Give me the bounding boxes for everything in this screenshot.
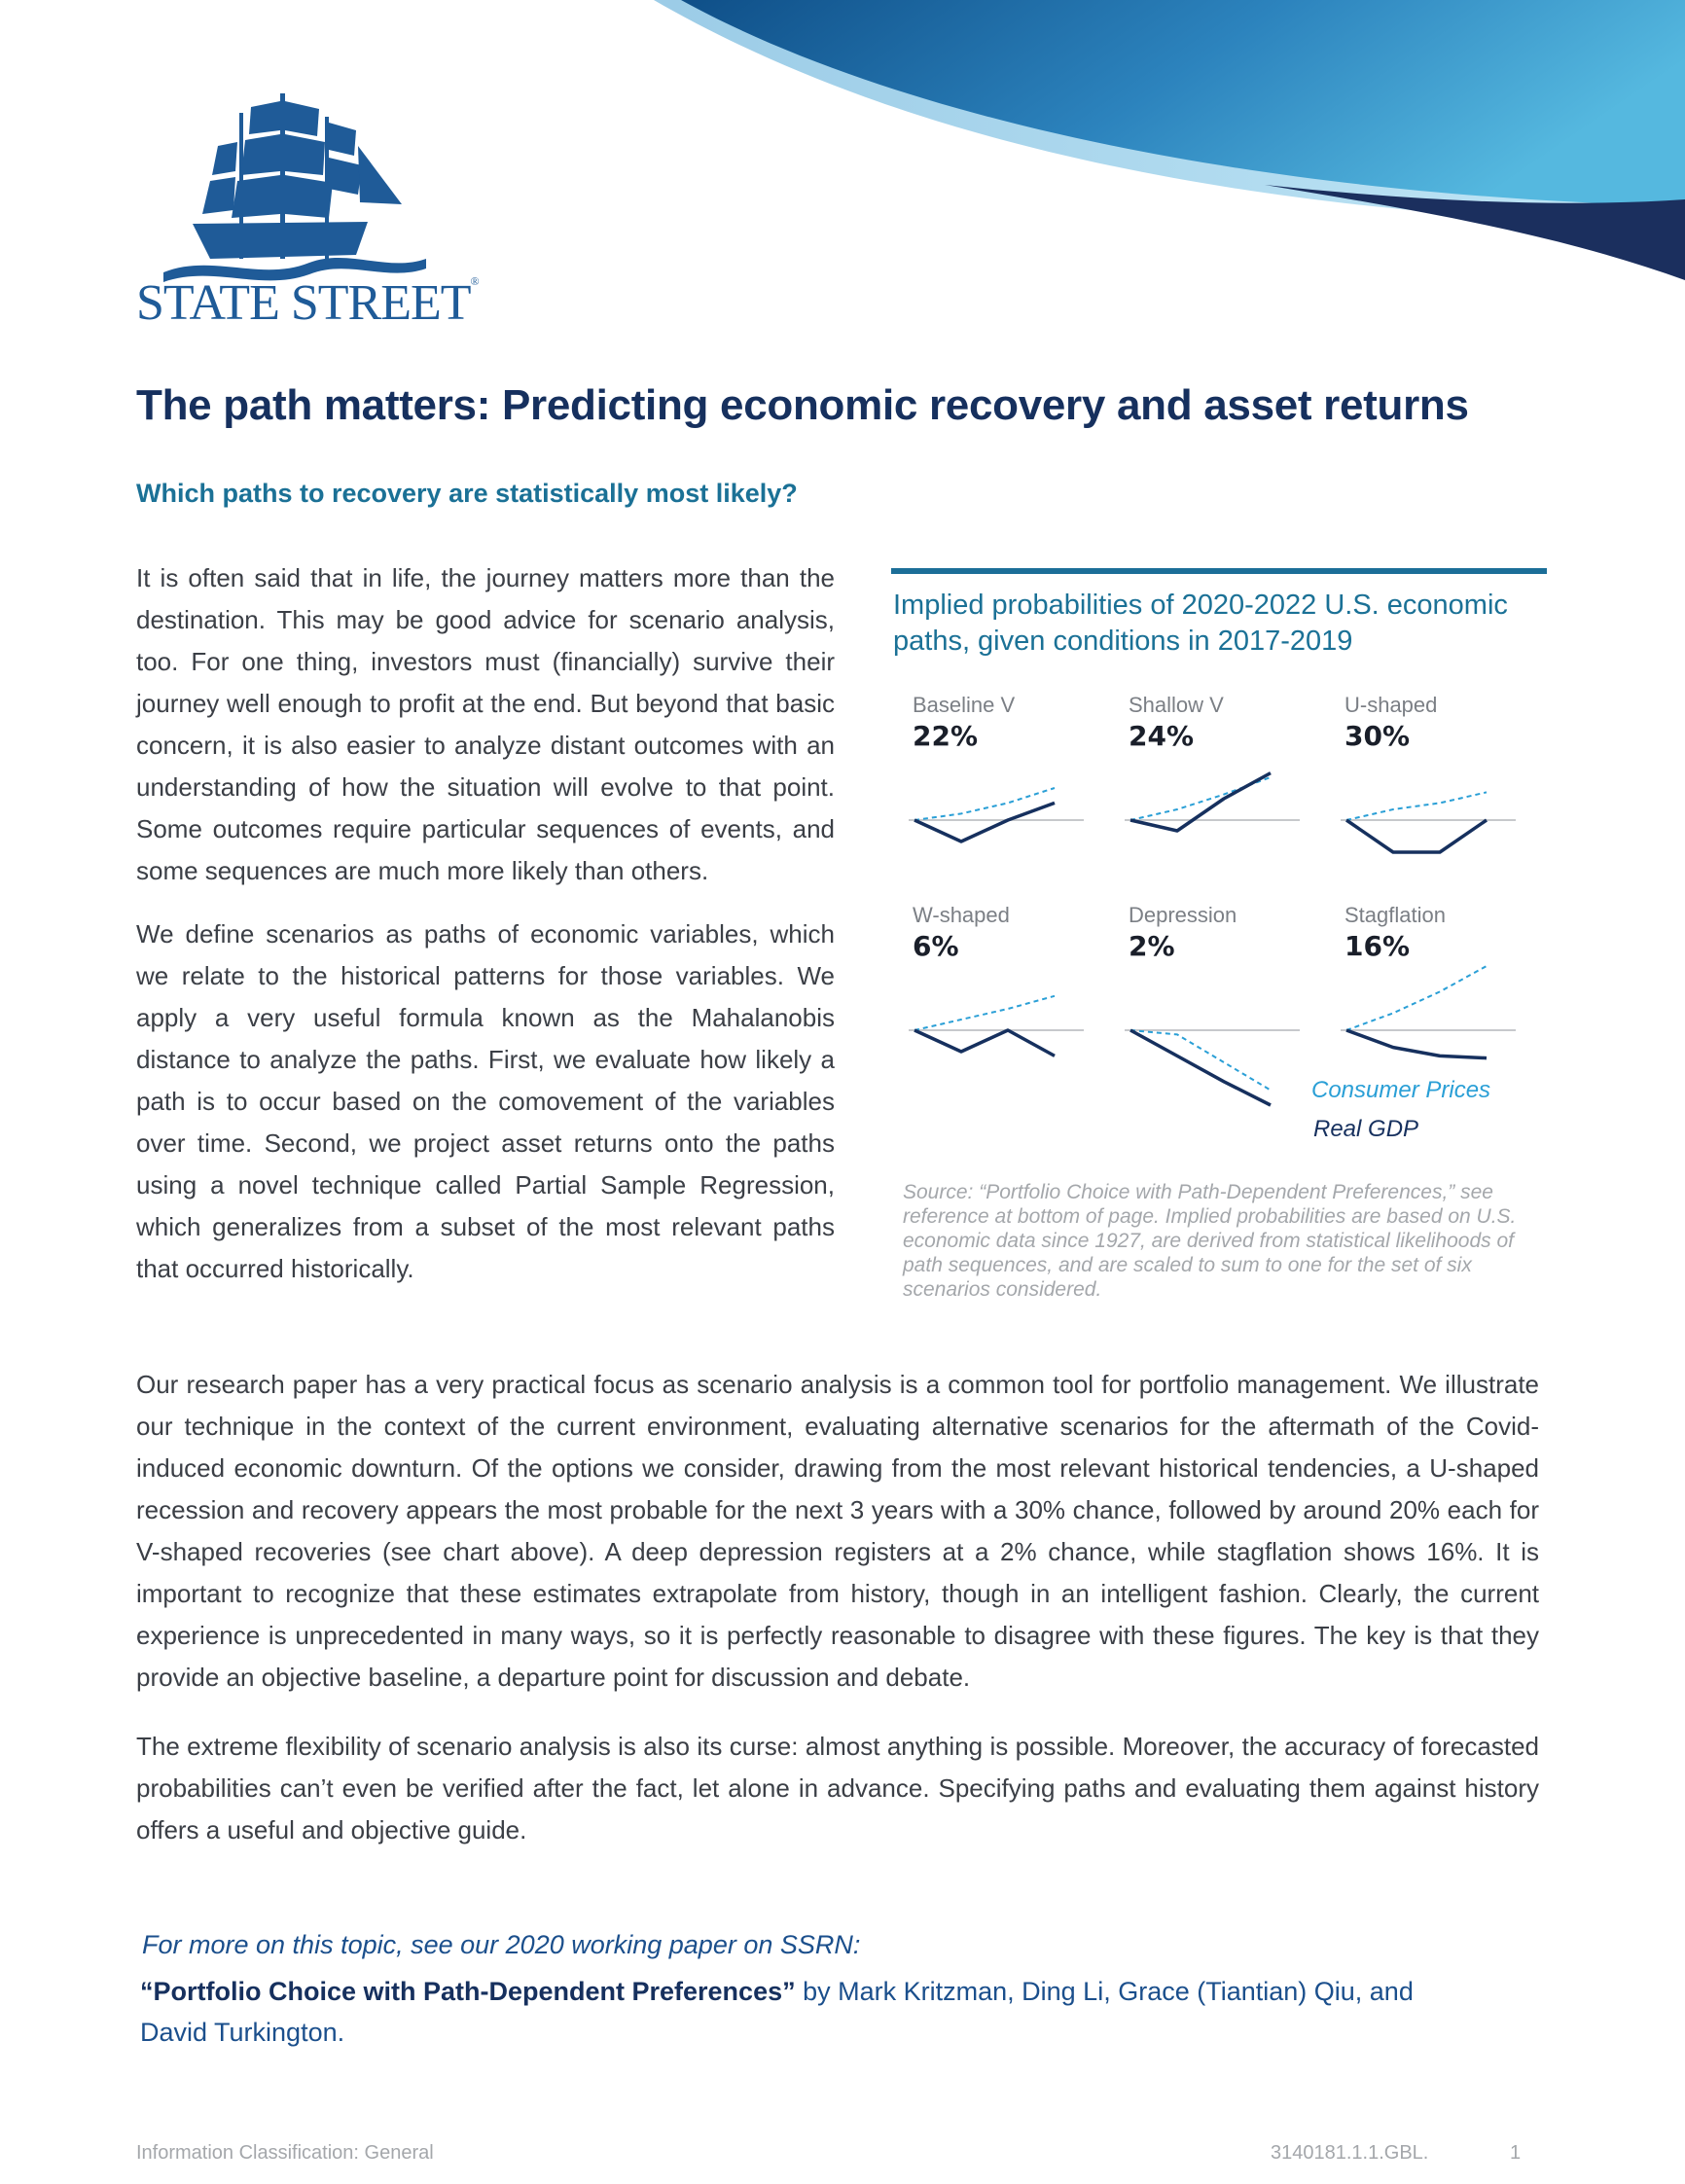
real-gdp-line-depression [1130,1030,1271,1105]
chart-top-rule [891,568,1547,574]
consumer-prices-line-stagflation [1346,966,1487,1030]
consumer-prices-line-baseline-v [914,788,1055,820]
consumer-prices-line-u-shaped [1346,792,1487,820]
real-gdp-line-u-shaped [1346,820,1487,852]
further-reading-reference [140,1971,1483,2053]
panel-label-stagflation: Stagflation [1344,903,1446,927]
trademark-symbol: ® [470,274,479,288]
section-subheading: Which paths to recovery are statistically most likely? [136,479,798,508]
panel-probability-depression: 2% [1129,930,1175,962]
body-text [136,1364,1539,1879]
footer-document-code: 3140181.1.1.GBL. [1271,2142,1429,2164]
panel-label-baseline-v: Baseline V [913,693,1016,717]
legend-real-gdp: Real GDP [1313,1116,1419,1142]
footer-page-number: 1 [1510,2142,1522,2164]
real-gdp-line-w-shaped [914,1030,1055,1056]
intro-paragraph-2: We define scenarios as paths of economic variables, which we relate to the historical patterns for those variables. We apply a very useful formula known as the Mahalanobis distance to analyze the paths. First, we evaluate how likely a path is to occur based on the comovement of the variables over time. Second, we project asset returns onto the paths using a novel technique called Partial Sample Regression, which generalizes from a subset of the most relevant paths that occurred historically. [136,919,835,1283]
paper-authors: by Mark Kritzman, Ding Li, Grace (Tiantian) Qiu, and David Turkington. [140,1977,1414,2047]
panel-probability-stagflation: 16% [1344,930,1411,962]
brand-name: STATE STREET [136,275,471,331]
intro-paragraph-1: It is often said that in life, the journey matters more than the destination. This may be good advice for scenario analysis, too. For one thing, investors must (financially) survive their journey well enough to profit at the end. But beyond that basic concern, it is also easier to analyze distant outcomes with an understanding of how the situation will evolve to that point. Some outcomes require particular sequences of events, and some sequences are much more likely than others. [136,563,835,885]
legend-consumer-prices: Consumer Prices [1311,1077,1491,1103]
panel-probability-baseline-v: 22% [913,720,979,752]
panel-label-w-shaped: W-shaped [913,903,1010,927]
consumer-prices-line-w-shaped [914,996,1055,1030]
body-paragraph-2: The extreme flexibility of scenario analysis is also its curse: almost anything is possible. Moreover, the accuracy of forecasted probabilities can’t even be verified after the fact, let alone in advance. Specifying paths and evaluating them against history offers a useful and objective guide. [136,1732,1539,1844]
panel-probability-shallow-v: 24% [1129,720,1195,752]
page-title: The path matters: Predicting economic recovery and asset returns [136,381,1469,429]
further-reading-intro: For more on this topic, see our 2020 working paper on SSRN: [142,1930,861,1959]
panel-label-depression: Depression [1129,903,1237,927]
panel-probability-u-shaped: 30% [1344,720,1411,752]
real-gdp-line-stagflation [1346,1030,1487,1058]
chart-source-note: Source: “Portfolio Choice with Path-Dependent Preferences,” see reference at bottom of page. Implied probabilities are based on U.S. economic data since 1927, are derived from statistical likelihoods of path sequences, and are scaled to sum to one for the set of six scenarios considered. [903,1181,1517,1301]
brand-logo-wordmark [136,274,479,332]
panel-probability-w-shaped: 6% [913,930,959,962]
intro-column [136,557,835,1311]
footer-classification: Information Classification: General [136,2142,434,2164]
chart-title: Implied probabilities of 2020-2022 U.S. economic paths, given conditions in 2017-2019 [893,590,1508,657]
scenario-paths-chart [891,681,1547,1148]
panel-label-shallow-v: Shallow V [1129,693,1224,717]
body-paragraph-1: Our research paper has a very practical focus as scenario analysis is a common tool for portfolio management. We illustrate our technique in the context of the current environment, evaluating alternative scenarios for the aftermath of the Covid-induced economic downturn. Of the options we consider, drawing from the most relevant historical tendencies, a U-shaped recession and recovery appears the most probable for the next 3 years with a 30% chance, followed by around 20% each for V-shaped recoveries (see chart above). A deep depression registers at a 2% chance, while stagflation shows 16%. It is important to recognize that these estimates extrapolate from history, though in an intelligent fashion. Clearly, the current experience is unprecedented in many ways, so it is perfectly reasonable to disagree with these figures. The key is that they provide an objective baseline, a departure point for discussion and debate. [136,1370,1539,1692]
consumer-prices-line-depression [1130,1030,1271,1091]
paper-title-link[interactable]: “Portfolio Choice with Path-Dependent Preferences” [140,1977,796,2006]
panel-label-u-shaped: U-shaped [1344,693,1438,717]
